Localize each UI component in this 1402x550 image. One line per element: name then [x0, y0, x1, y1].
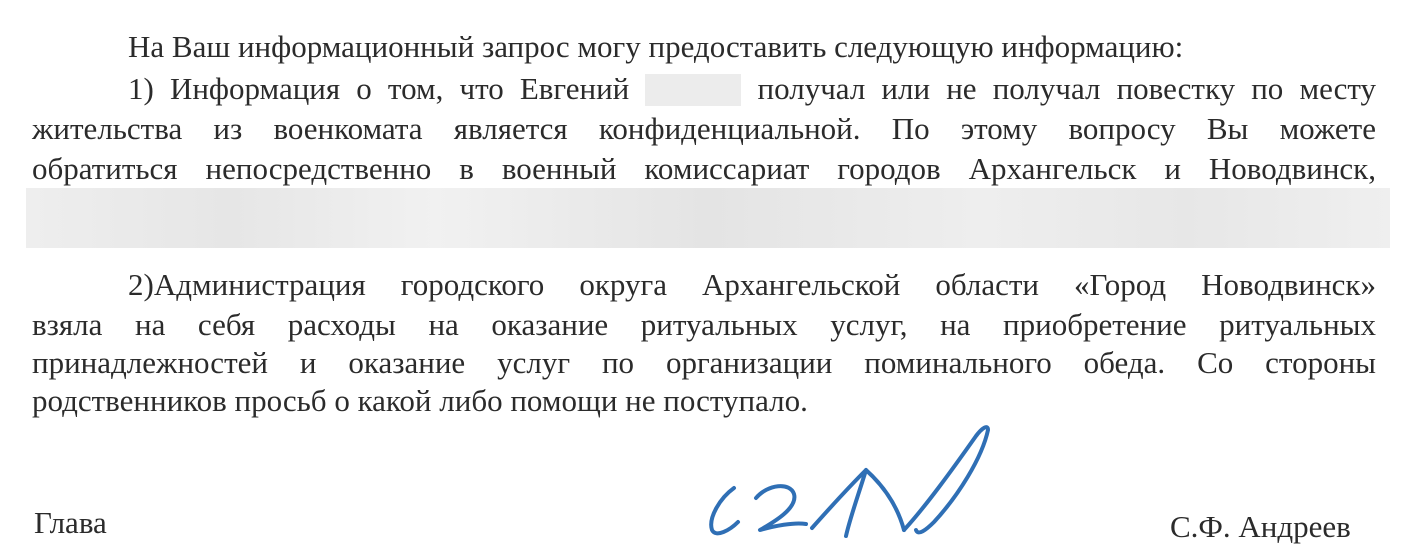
- item2-line2-text: взяла на себя расходы на оказание ритуальных услуг, на приобретение ритуальных: [32, 307, 1376, 342]
- item2-line3-text: принадлежностей и оказание услуг по организации поминального обеда. Со стороны: [32, 345, 1376, 380]
- item1-line1: [128, 70, 1376, 108]
- signatory-name: С.Ф. Андреев: [1170, 509, 1351, 544]
- item2-line4: [32, 382, 1376, 420]
- intro-line: [128, 28, 1378, 66]
- item2-line1: [128, 266, 1376, 304]
- item1-line3-text: обратиться непосредственно в военный комиссариат городов Архангельск и Новодвинск,: [32, 151, 1376, 186]
- item1-line2-text: жительства из военкомата является конфиденциальной. По этому вопросу Вы можете: [32, 111, 1376, 146]
- item2-line3: [32, 344, 1376, 382]
- redacted-address-block: [26, 188, 1390, 248]
- item1-text-after-redaction: получал или не получал повестку по месту: [757, 71, 1376, 106]
- signatory-title: Глава: [34, 505, 107, 540]
- item2-line4-text: родственников просьб о какой либо помощи не поступало.: [32, 383, 808, 418]
- item1-line3: [32, 150, 1376, 188]
- intro-text: На Ваш информационный запрос могу предоставить следующую информацию:: [128, 29, 1184, 64]
- item2-line1-text: 2)Администрация городского округа Архангельской области «Город Новодвинск»: [128, 267, 1376, 302]
- item1-text-before-redaction: 1) Информация о том, что Евгений: [128, 71, 630, 106]
- item2-line2: [32, 306, 1376, 344]
- redacted-surname: [645, 74, 741, 106]
- handwritten-signature: [690, 418, 1010, 550]
- item1-line2: [32, 110, 1376, 148]
